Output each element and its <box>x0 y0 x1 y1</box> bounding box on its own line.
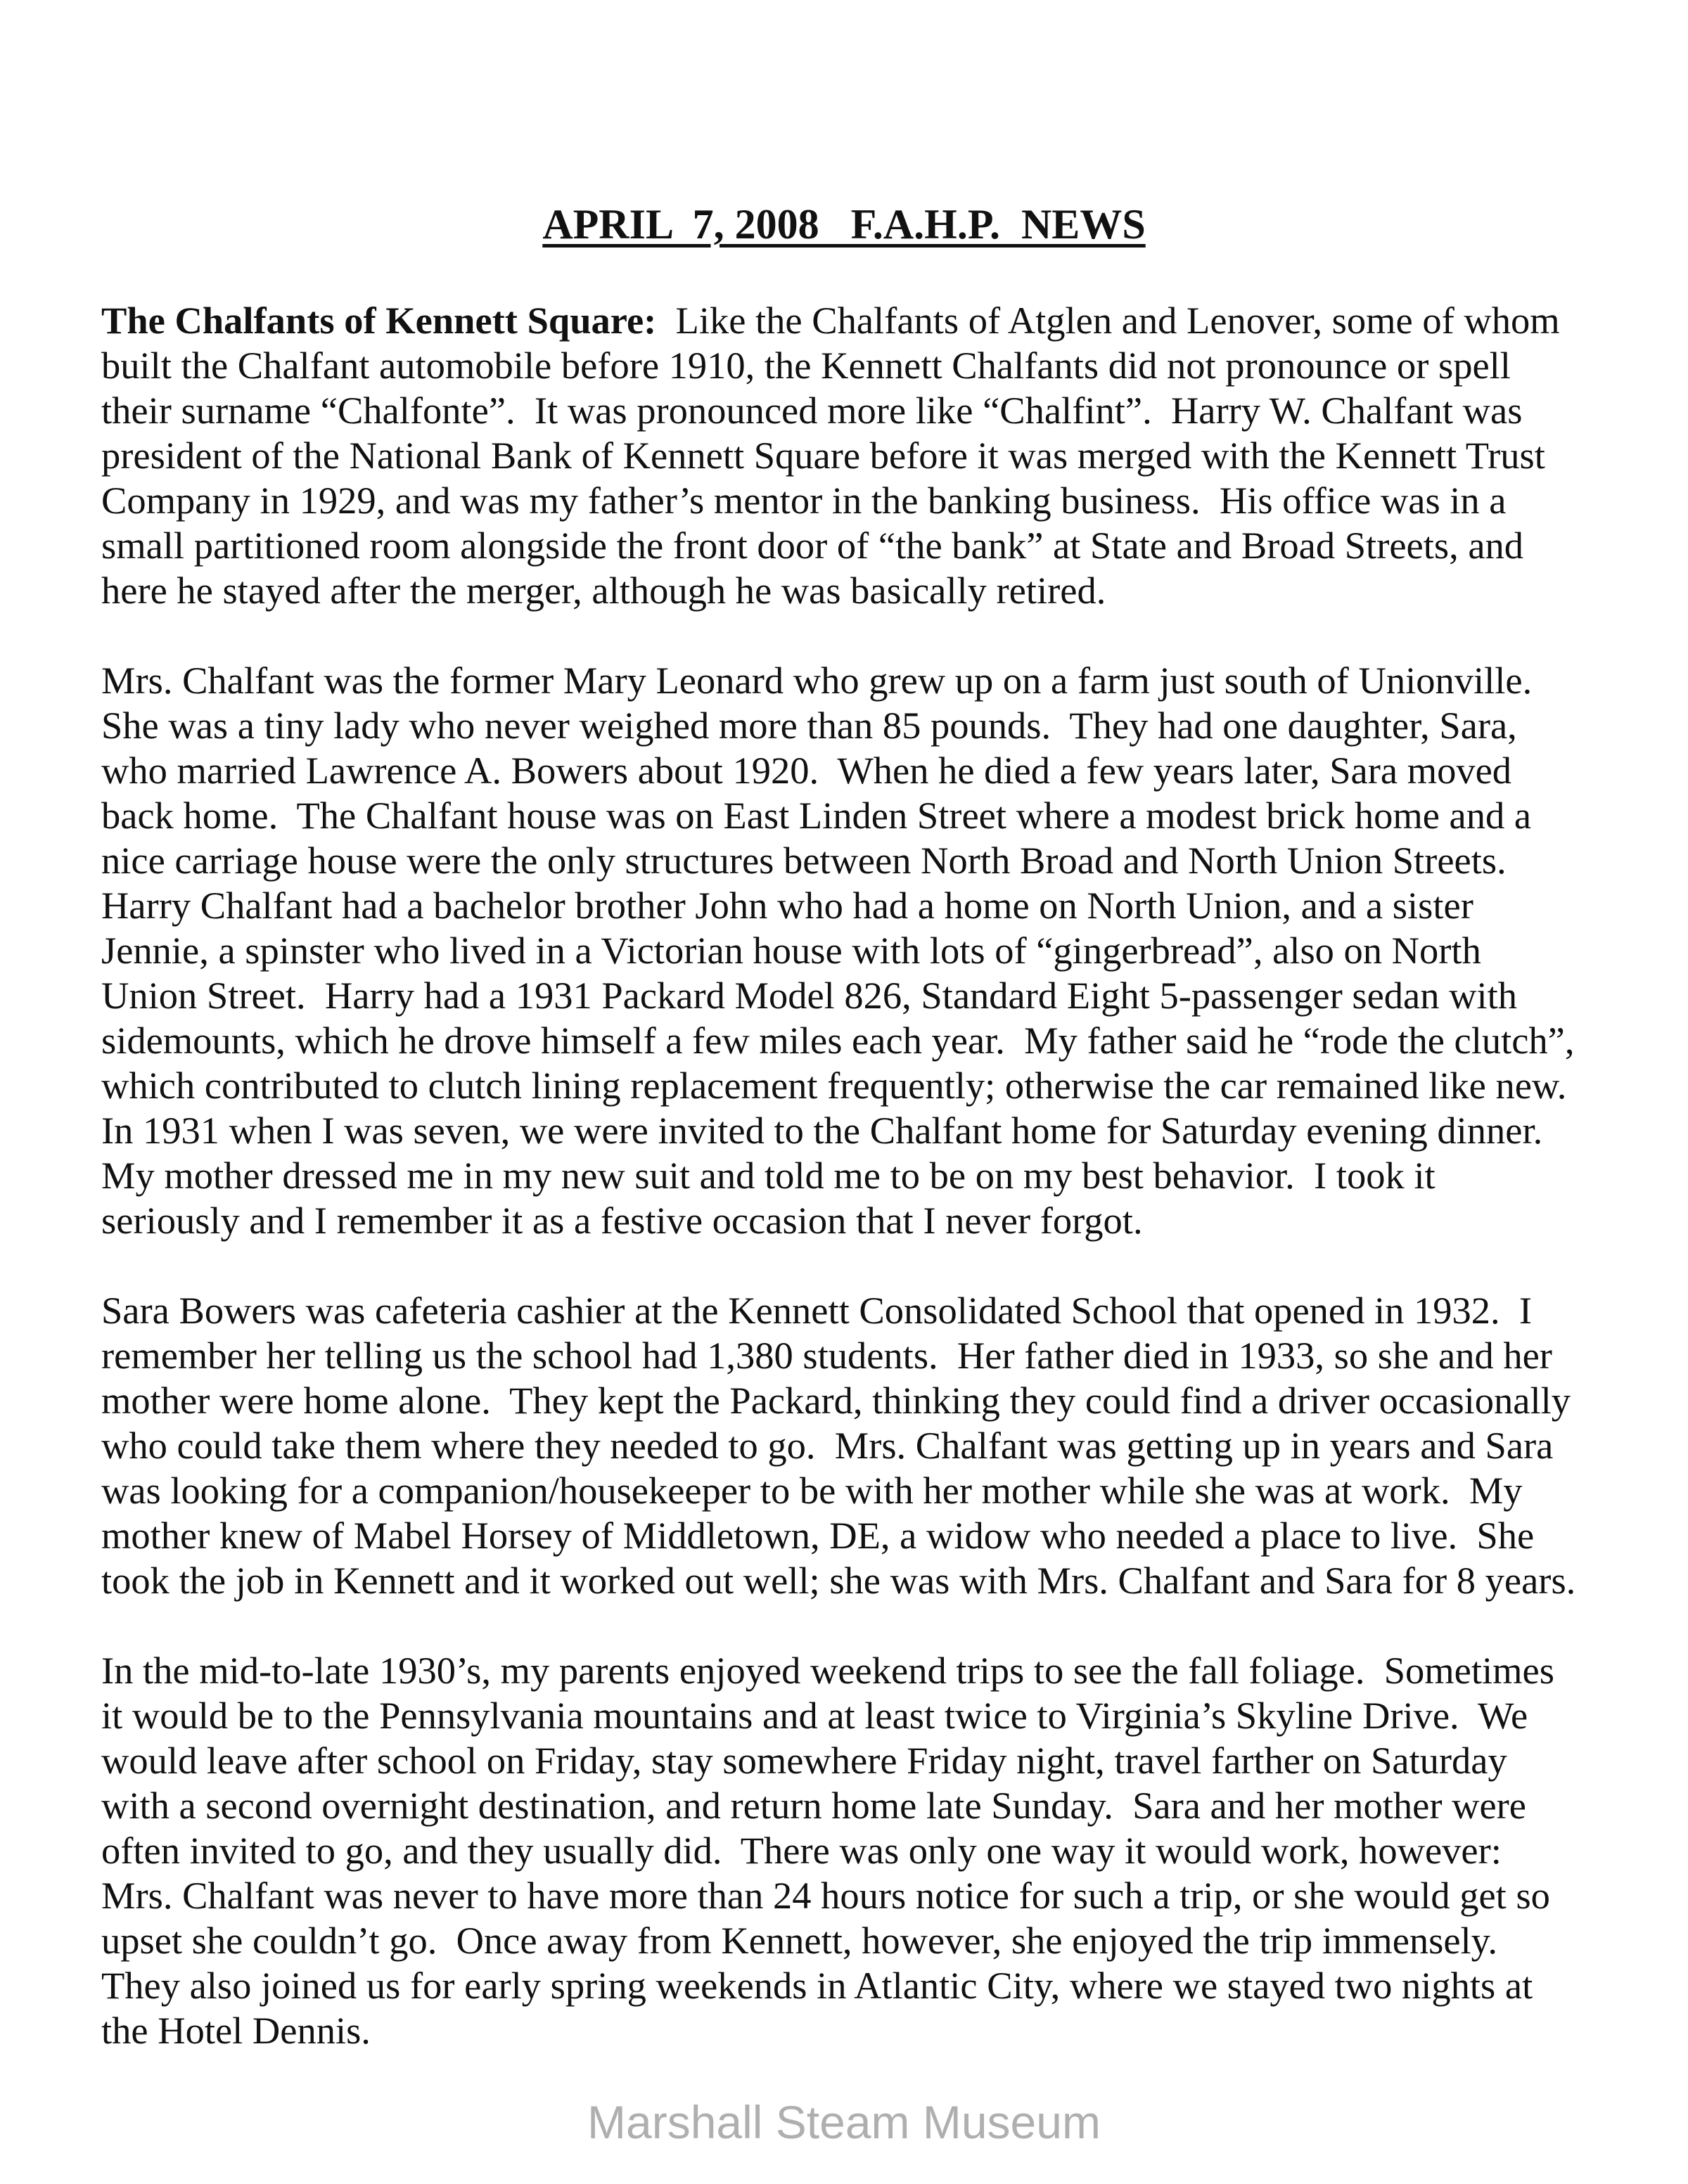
newsletter-title <box>0 200 1688 249</box>
line-text: the Hotel Dennis. <box>101 2009 371 2052</box>
line-text: built the Chalfant automobile before 1910, the Kennett Chalfants did not pronounce or spell <box>101 344 1511 387</box>
text-line <box>101 523 1620 568</box>
line-text: president of the National Bank of Kennett Square before it was merged with the Kennett Trust <box>101 434 1545 477</box>
text-line <box>101 703 1620 748</box>
text-line <box>101 298 1620 343</box>
text-line <box>101 1333 1620 1378</box>
text-line <box>101 793 1620 838</box>
title-text: APRIL 7, 2008 F.A.H.P. NEWS <box>542 201 1146 248</box>
line-text: Jennie, a spinster who lived in a Victorian house with lots of “gingerbread”, also on North <box>101 929 1481 972</box>
text-line <box>101 1693 1620 1738</box>
line-text: Mrs. Chalfant was the former Mary Leonard who grew up on a farm just south of Unionville. <box>101 659 1533 702</box>
line-text: which contributed to clutch lining replacement frequently; otherwise the car remained like new. <box>101 1064 1567 1107</box>
text-line <box>101 388 1620 433</box>
text-line <box>101 748 1620 793</box>
text-line <box>101 1783 1620 1828</box>
line-text: took the job in Kennett and it worked out well; she was with Mrs. Chalfant and Sara for 8 years. <box>101 1559 1576 1602</box>
line-text: In 1931 when I was seven, we were invited to the Chalfant home for Saturday evening dinner. <box>101 1109 1543 1152</box>
line-text: was looking for a companion/housekeeper to be with her mother while she was at work. My <box>101 1469 1523 1512</box>
text-line <box>101 1963 1620 2008</box>
line-text: their surname “Chalfonte”. It was pronounced more like “Chalfint”. Harry W. Chalfant was <box>101 389 1523 432</box>
line-text: Harry Chalfant had a bachelor brother John who had a home on North Union, and a sister <box>101 884 1473 927</box>
line-text: here he stayed after the merger, although he was basically retired. <box>101 569 1106 612</box>
text-line <box>101 1468 1620 1513</box>
line-text: nice carriage house were the only structures between North Broad and North Union Streets. <box>101 839 1507 882</box>
text-line <box>101 2008 1620 2053</box>
line-text: My mother dressed me in my new suit and told me to be on my best behavior. I took it <box>101 1154 1436 1197</box>
line-text: seriously and I remember it as a festive occasion that I never forgot. <box>101 1199 1143 1242</box>
text-line <box>101 1063 1620 1108</box>
line-text: often invited to go, and they usually did. There was only one way it would work, however: <box>101 1829 1502 1872</box>
text-line <box>101 1738 1620 1783</box>
line-text: who could take them where they needed to go. Mrs. Chalfant was getting up in years and Sara <box>101 1424 1554 1467</box>
text-line <box>101 1828 1620 1873</box>
text-line <box>101 433 1620 478</box>
line-text: with a second overnight destination, and return home late Sunday. Sara and her mother were <box>101 1784 1526 1827</box>
line-text: small partitioned room alongside the front door of “the bank” at State and Broad Streets, and <box>101 524 1524 567</box>
text-line <box>101 928 1620 973</box>
text-line <box>101 478 1620 523</box>
line-text: who married Lawrence A. Bowers about 1920. When he died a few years later, Sara moved <box>101 749 1512 792</box>
text-line <box>101 1558 1620 1603</box>
line-text: upset she couldn’t go. Once away from Kennett, however, she enjoyed the trip immensely. <box>101 1919 1498 1962</box>
text-line <box>101 343 1620 388</box>
text-line <box>101 1513 1620 1558</box>
text-line <box>101 658 1620 703</box>
section-heading: The Chalfants of Kennett Square: <box>101 299 657 342</box>
line-text: They also joined us for early spring weekends in Atlantic City, where we stayed two nights at <box>101 1964 1533 2007</box>
line-text: Like the Chalfants of Atglen and Lenover, some of whom <box>656 299 1560 342</box>
line-text: it would be to the Pennsylvania mountains and at least twice to Virginia’s Skyline Drive. We <box>101 1694 1528 1737</box>
article-body <box>101 298 1620 2098</box>
text-line <box>101 883 1620 928</box>
watermark: Marshall Steam Museum <box>587 2096 1101 2148</box>
line-text: Company in 1929, and was my father’s mentor in the banking business. His office was in a <box>101 479 1507 522</box>
text-line <box>101 1873 1620 1918</box>
text-line <box>101 1198 1620 1243</box>
line-text: back home. The Chalfant house was on East Linden Street where a modest brick home and a <box>101 794 1532 837</box>
line-text: mother were home alone. They kept the Packard, thinking they could find a driver occasionally <box>101 1379 1571 1422</box>
paragraph <box>101 658 1620 1243</box>
line-text: Mrs. Chalfant was never to have more than 24 hours notice for such a trip, or she would get so <box>101 1874 1550 1917</box>
text-line <box>101 1018 1620 1063</box>
text-line <box>101 1648 1620 1693</box>
text-line <box>101 973 1620 1018</box>
line-text: remember her telling us the school had 1,380 students. Her father died in 1933, so she and her <box>101 1334 1552 1377</box>
line-text: Sara Bowers was cafeteria cashier at the Kennett Consolidated School that opened in 1932. I <box>101 1289 1533 1332</box>
line-text: She was a tiny lady who never weighed more than 85 pounds. They had one daughter, Sara, <box>101 704 1517 747</box>
text-line <box>101 1378 1620 1423</box>
line-text: sidemounts, which he drove himself a few miles each year. My father said he “rode the clutch”, <box>101 1019 1575 1062</box>
paragraph <box>101 1288 1620 1603</box>
paragraph <box>101 1648 1620 2053</box>
text-line <box>101 1153 1620 1198</box>
line-text: In the mid-to-late 1930’s, my parents enjoyed weekend trips to see the fall foliage. Sometimes <box>101 1649 1554 1692</box>
text-line <box>101 1288 1620 1333</box>
paragraph <box>101 298 1620 613</box>
text-line <box>101 1918 1620 1963</box>
line-text: Union Street. Harry had a 1931 Packard Model 826, Standard Eight 5-passenger sedan with <box>101 974 1517 1017</box>
text-line <box>101 1108 1620 1153</box>
line-text: would leave after school on Friday, stay somewhere Friday night, travel farther on Saturday <box>101 1739 1507 1782</box>
line-text: mother knew of Mabel Horsey of Middletown, DE, a widow who needed a place to live. She <box>101 1514 1535 1557</box>
text-line <box>101 1423 1620 1468</box>
text-line <box>101 838 1620 883</box>
text-line <box>101 568 1620 613</box>
